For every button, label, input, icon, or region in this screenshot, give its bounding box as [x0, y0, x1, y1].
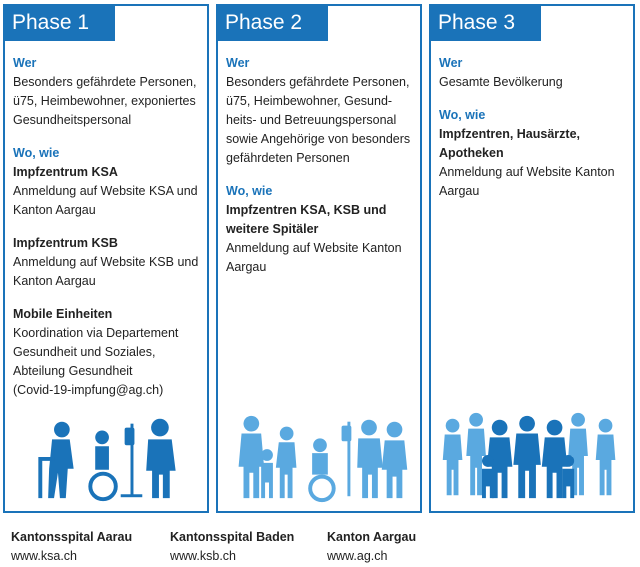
phase-3-wer-label: Wer	[439, 56, 463, 70]
phase-1-wer-line: Besonders gefährdete Personen,	[13, 75, 197, 89]
site-line: Gesundheit und Soziales,	[13, 345, 156, 359]
phase-1-column	[3, 4, 209, 513]
footer-url-link[interactable]: www.ksb.ch	[170, 549, 236, 563]
people-illustration-phase-3-icon	[431, 407, 633, 507]
phase-2-column	[216, 4, 422, 513]
footer-ksb	[170, 528, 294, 566]
phase-1-wer-label: Wer	[13, 56, 37, 70]
site-line: Aargau	[439, 184, 480, 198]
site-line: Koordination via Departement	[13, 326, 179, 340]
phase-2-site-name: Impfzentren KSA, KSB und	[226, 203, 387, 217]
people-illustration-phase-2-icon	[218, 407, 420, 507]
phase-1-wer-line: ü75, Heimbewohner, exponiertes	[13, 94, 196, 108]
phase-3-content	[439, 54, 629, 201]
phase-1-wo-label: Wo, wie	[13, 146, 60, 160]
site-line: Anmeldung auf Website KSA und	[13, 184, 198, 198]
phase-3-column	[429, 4, 635, 513]
phase-3-wer-line: Gesamte Bevölkerung	[439, 75, 563, 89]
phase-3-title: Phase 3	[429, 4, 541, 41]
people-illustration-phase-1-icon	[5, 407, 207, 507]
footer-ag	[327, 528, 416, 566]
phase-3-site-name: Apotheken	[439, 146, 504, 160]
phase-2-wo-label: Wo, wie	[226, 184, 273, 198]
site-line: Abteilung Gesundheit	[13, 364, 133, 378]
site-name-mobile: Mobile Einheiten	[13, 307, 113, 321]
site-line: Anmeldung auf Website Kanton	[439, 165, 615, 179]
phase-2-content	[226, 54, 416, 277]
phase-2-site-name: weitere Spitäler	[226, 222, 319, 236]
phase-3-wo-label: Wo, wie	[439, 108, 486, 122]
footer-name: Kanton Aargau	[327, 530, 417, 544]
phase-1-title: Phase 1	[3, 4, 115, 41]
phase-2-wer-line: heits- und Betreuungspersonal	[226, 113, 397, 127]
footer-url-link[interactable]: www.ag.ch	[327, 549, 388, 563]
site-line: (Covid-19-impfung@ag.ch)	[13, 383, 164, 397]
site-line: Kanton Aargau	[13, 203, 96, 217]
phase-2-wer-line: Besonders gefährdete Personen,	[226, 75, 410, 89]
site-line: Kanton Aargau	[13, 274, 96, 288]
site-line: Anmeldung auf Website KSB und	[13, 255, 199, 269]
phase-2-title: Phase 2	[216, 4, 328, 41]
footer-ksa	[11, 528, 132, 566]
phase-2-wer-line: sowie Angehörige von besonders	[226, 132, 411, 146]
site-name-ksb: Impfzentrum KSB	[13, 236, 118, 250]
phase-1-wer-line: Gesundheitspersonal	[13, 113, 132, 127]
phase-2-wer-label: Wer	[226, 56, 250, 70]
site-line: Anmeldung auf Website Kanton	[226, 241, 402, 255]
phase-2-wer-line: ü75, Heimbewohner, Gesund-	[226, 94, 393, 108]
footer-url-link[interactable]: www.ksa.ch	[11, 549, 77, 563]
footer-name: Kantonsspital Aarau	[11, 530, 133, 544]
site-line: Aargau	[226, 260, 267, 274]
phase-2-wer-line: gefährdeten Personen	[226, 151, 350, 165]
phase-3-site-name: Impfzentren, Hausärzte,	[439, 127, 581, 141]
phase-1-content	[13, 54, 203, 400]
site-name-ksa: Impfzentrum KSA	[13, 165, 118, 179]
footer-name: Kantonsspital Baden	[170, 530, 295, 544]
